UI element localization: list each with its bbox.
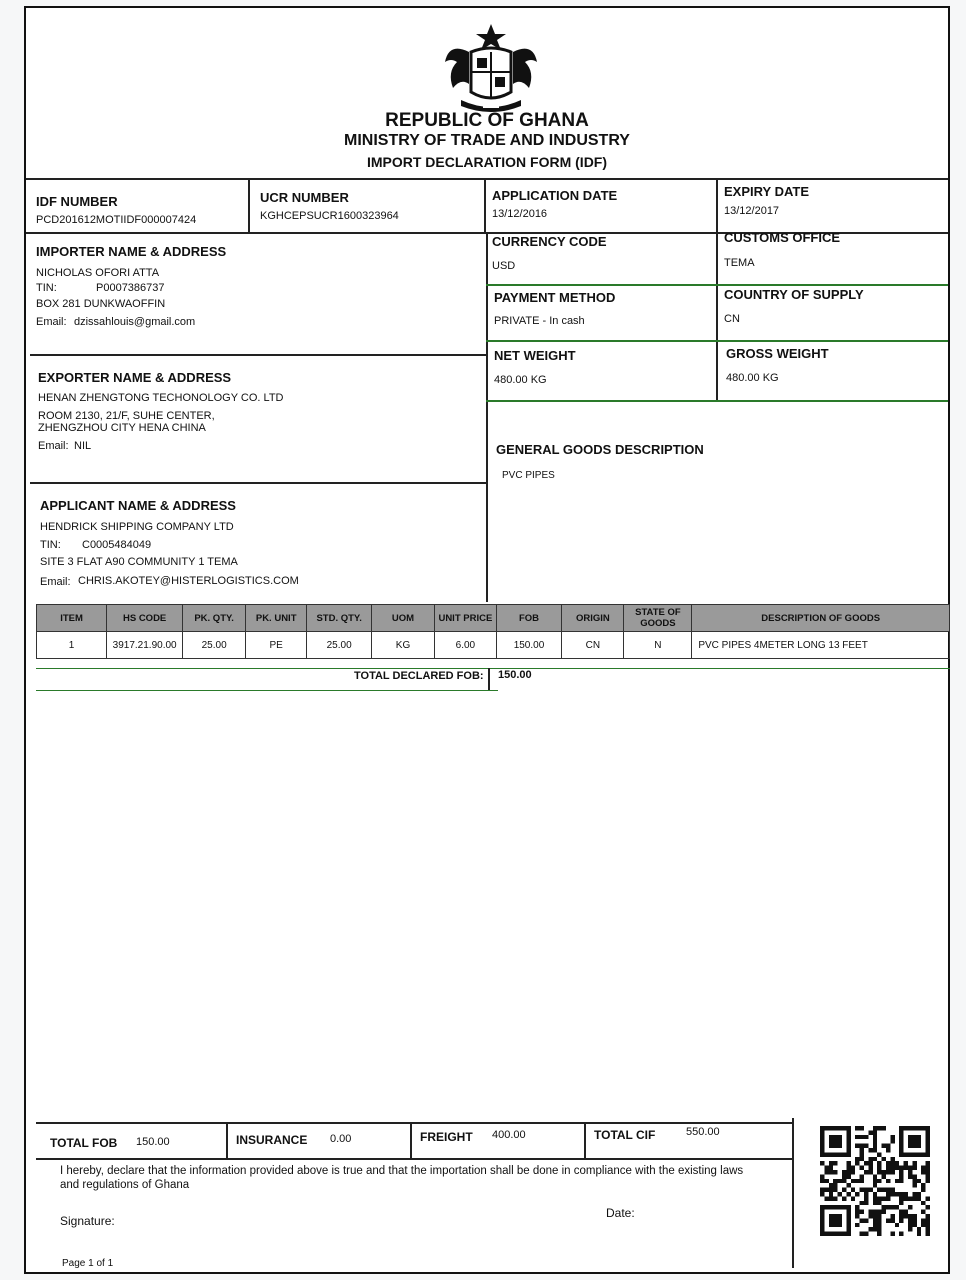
insurance-value: 0.00 [330, 1133, 352, 1145]
ghana-coat-of-arms-icon [431, 22, 551, 114]
idf-number-label: IDF NUMBER [36, 194, 118, 209]
table-cell: PE [246, 632, 307, 659]
applicant-email-label: Email: [40, 576, 71, 588]
column-header: UOM [372, 605, 435, 632]
exporter-address1: ROOM 2130, 21/F, SUHE CENTER, [38, 410, 215, 422]
total-declared-fob-label: TOTAL DECLARED FOB: [354, 670, 484, 682]
table-row [37, 632, 950, 659]
divider [36, 668, 950, 669]
title-form: IMPORT DECLARATION FORM (IDF) [366, 154, 608, 170]
applicant-email: CHRIS.AKOTEY@HISTERLOGISTICS.COM [78, 575, 299, 587]
signature-label: Signature: [60, 1214, 115, 1228]
divider [30, 482, 486, 484]
column-header: FOB [496, 605, 561, 632]
insurance-label: INSURANCE [236, 1133, 308, 1147]
divider [716, 178, 718, 402]
applicant-name: HENDRICK SHIPPING COMPANY LTD [40, 521, 234, 533]
customs-office-value: TEMA [724, 257, 755, 269]
exporter-address2: ZHENGZHOU CITY HENA CHINA [38, 422, 206, 434]
divider [410, 1122, 412, 1158]
column-header: PK. QTY. [183, 605, 246, 632]
divider [484, 180, 486, 234]
importer-address: BOX 281 DUNKWAOFFIN [36, 298, 166, 310]
divider [486, 400, 948, 402]
divider [488, 668, 490, 690]
expiry-date-label: EXPIRY DATE [724, 184, 810, 199]
total-declared-fob-value: 150.00 [498, 669, 532, 681]
applicant-tin-label: TIN: [40, 539, 61, 551]
divider [486, 284, 948, 286]
divider [486, 232, 488, 602]
title-country: REPUBLIC OF GHANA [385, 110, 589, 131]
column-header: STATE OF GOODS [624, 605, 692, 632]
table-cell: 3917.21.90.00 [107, 632, 183, 659]
applicant-label: APPLICANT NAME & ADDRESS [40, 498, 236, 513]
importer-tin-label: TIN: [36, 282, 57, 294]
divider [36, 1158, 792, 1160]
gross-weight-label: GROSS WEIGHT [726, 346, 829, 361]
column-header: DESCRIPTION OF GOODS [692, 605, 950, 632]
goods-description-label: GENERAL GOODS DESCRIPTION [496, 442, 704, 457]
currency-value: USD [492, 260, 516, 272]
total-cif-label: TOTAL CIF [594, 1128, 656, 1142]
freight-value: 400.00 [492, 1129, 526, 1141]
applicant-address: SITE 3 FLAT A90 COMMUNITY 1 TEMA [40, 556, 238, 568]
country-supply-value: CN [724, 313, 740, 325]
payment-method-value: PRIVATE - In cash [494, 315, 585, 327]
application-date-label: APPLICATION DATE [492, 188, 618, 203]
column-header: HS CODE [107, 605, 183, 632]
exporter-email: NIL [74, 440, 92, 452]
table-cell: KG [372, 632, 435, 659]
qr-code-icon [820, 1126, 930, 1236]
importer-name: NICHOLAS OFORI ATTA [36, 267, 160, 279]
total-fob-value: 150.00 [136, 1136, 170, 1148]
importer-email: dzissahlouis@gmail.com [74, 316, 196, 328]
divider [36, 690, 498, 691]
importer-label: IMPORTER NAME & ADDRESS [36, 244, 227, 259]
table-cell: 25.00 [183, 632, 246, 659]
freight-label: FREIGHT [420, 1130, 473, 1144]
table-cell: 150.00 [496, 632, 561, 659]
column-header: ITEM [37, 605, 107, 632]
net-weight-value: 480.00 KG [494, 374, 547, 386]
column-header: ORIGIN [562, 605, 624, 632]
column-header: PK. UNIT [246, 605, 307, 632]
table-cell: CN [562, 632, 624, 659]
gross-weight-value: 480.00 KG [726, 372, 779, 384]
table-cell: PVC PIPES 4METER LONG 13 FEET [692, 632, 950, 659]
ucr-number-value: KGHCEPSUCR1600323964 [260, 210, 399, 222]
divider [226, 1122, 228, 1158]
importer-email-label: Email: [36, 316, 67, 328]
exporter-email-label: Email: [38, 440, 69, 452]
title-ministry: MINISTRY OF TRADE AND INDUSTRY [344, 132, 630, 149]
table-cell: 6.00 [434, 632, 496, 659]
table-cell: 1 [37, 632, 107, 659]
application-date-value: 13/12/2016 [492, 208, 548, 220]
idf-form-sheet [24, 6, 950, 1274]
divider [248, 180, 250, 234]
column-header: UNIT PRICE [434, 605, 496, 632]
currency-label: CURRENCY CODE [492, 234, 607, 249]
exporter-label: EXPORTER NAME & ADDRESS [38, 370, 232, 385]
importer-tin: P0007386737 [96, 282, 165, 294]
divider [584, 1122, 586, 1158]
divider [792, 1118, 794, 1268]
page-number: Page 1 of 1 [62, 1258, 114, 1269]
net-weight-label: NET WEIGHT [494, 348, 576, 363]
items-table-header-row [37, 605, 950, 632]
total-fob-label: TOTAL FOB [50, 1136, 118, 1150]
divider [30, 354, 486, 356]
exporter-name: HENAN ZHENGTONG TECHONOLOGY CO. LTD [38, 392, 284, 404]
divider [486, 340, 948, 342]
table-cell: 25.00 [307, 632, 372, 659]
total-cif-value: 550.00 [686, 1126, 720, 1138]
customs-office-label: CUSTOMS OFFICE [724, 230, 841, 245]
payment-method-label: PAYMENT METHOD [494, 290, 616, 305]
goods-description-value: PVC PIPES [502, 470, 555, 481]
divider [36, 1122, 792, 1124]
applicant-tin: C0005484049 [82, 539, 152, 551]
declaration-text: I hereby, declare that the information provided above is true and that the importation shall be done in compliance with the existing laws and regulations of Ghana [60, 1165, 744, 1191]
idf-number-value: PCD201612MOTIIDF000007424 [36, 214, 197, 226]
table-cell: N [624, 632, 692, 659]
divider [26, 178, 948, 180]
date-label: Date: [606, 1206, 635, 1220]
expiry-date-value: 13/12/2017 [724, 205, 780, 217]
ucr-number-label: UCR NUMBER [260, 190, 349, 205]
items-table [36, 604, 950, 659]
column-header: STD. QTY. [307, 605, 372, 632]
country-supply-label: COUNTRY OF SUPPLY [724, 287, 864, 302]
